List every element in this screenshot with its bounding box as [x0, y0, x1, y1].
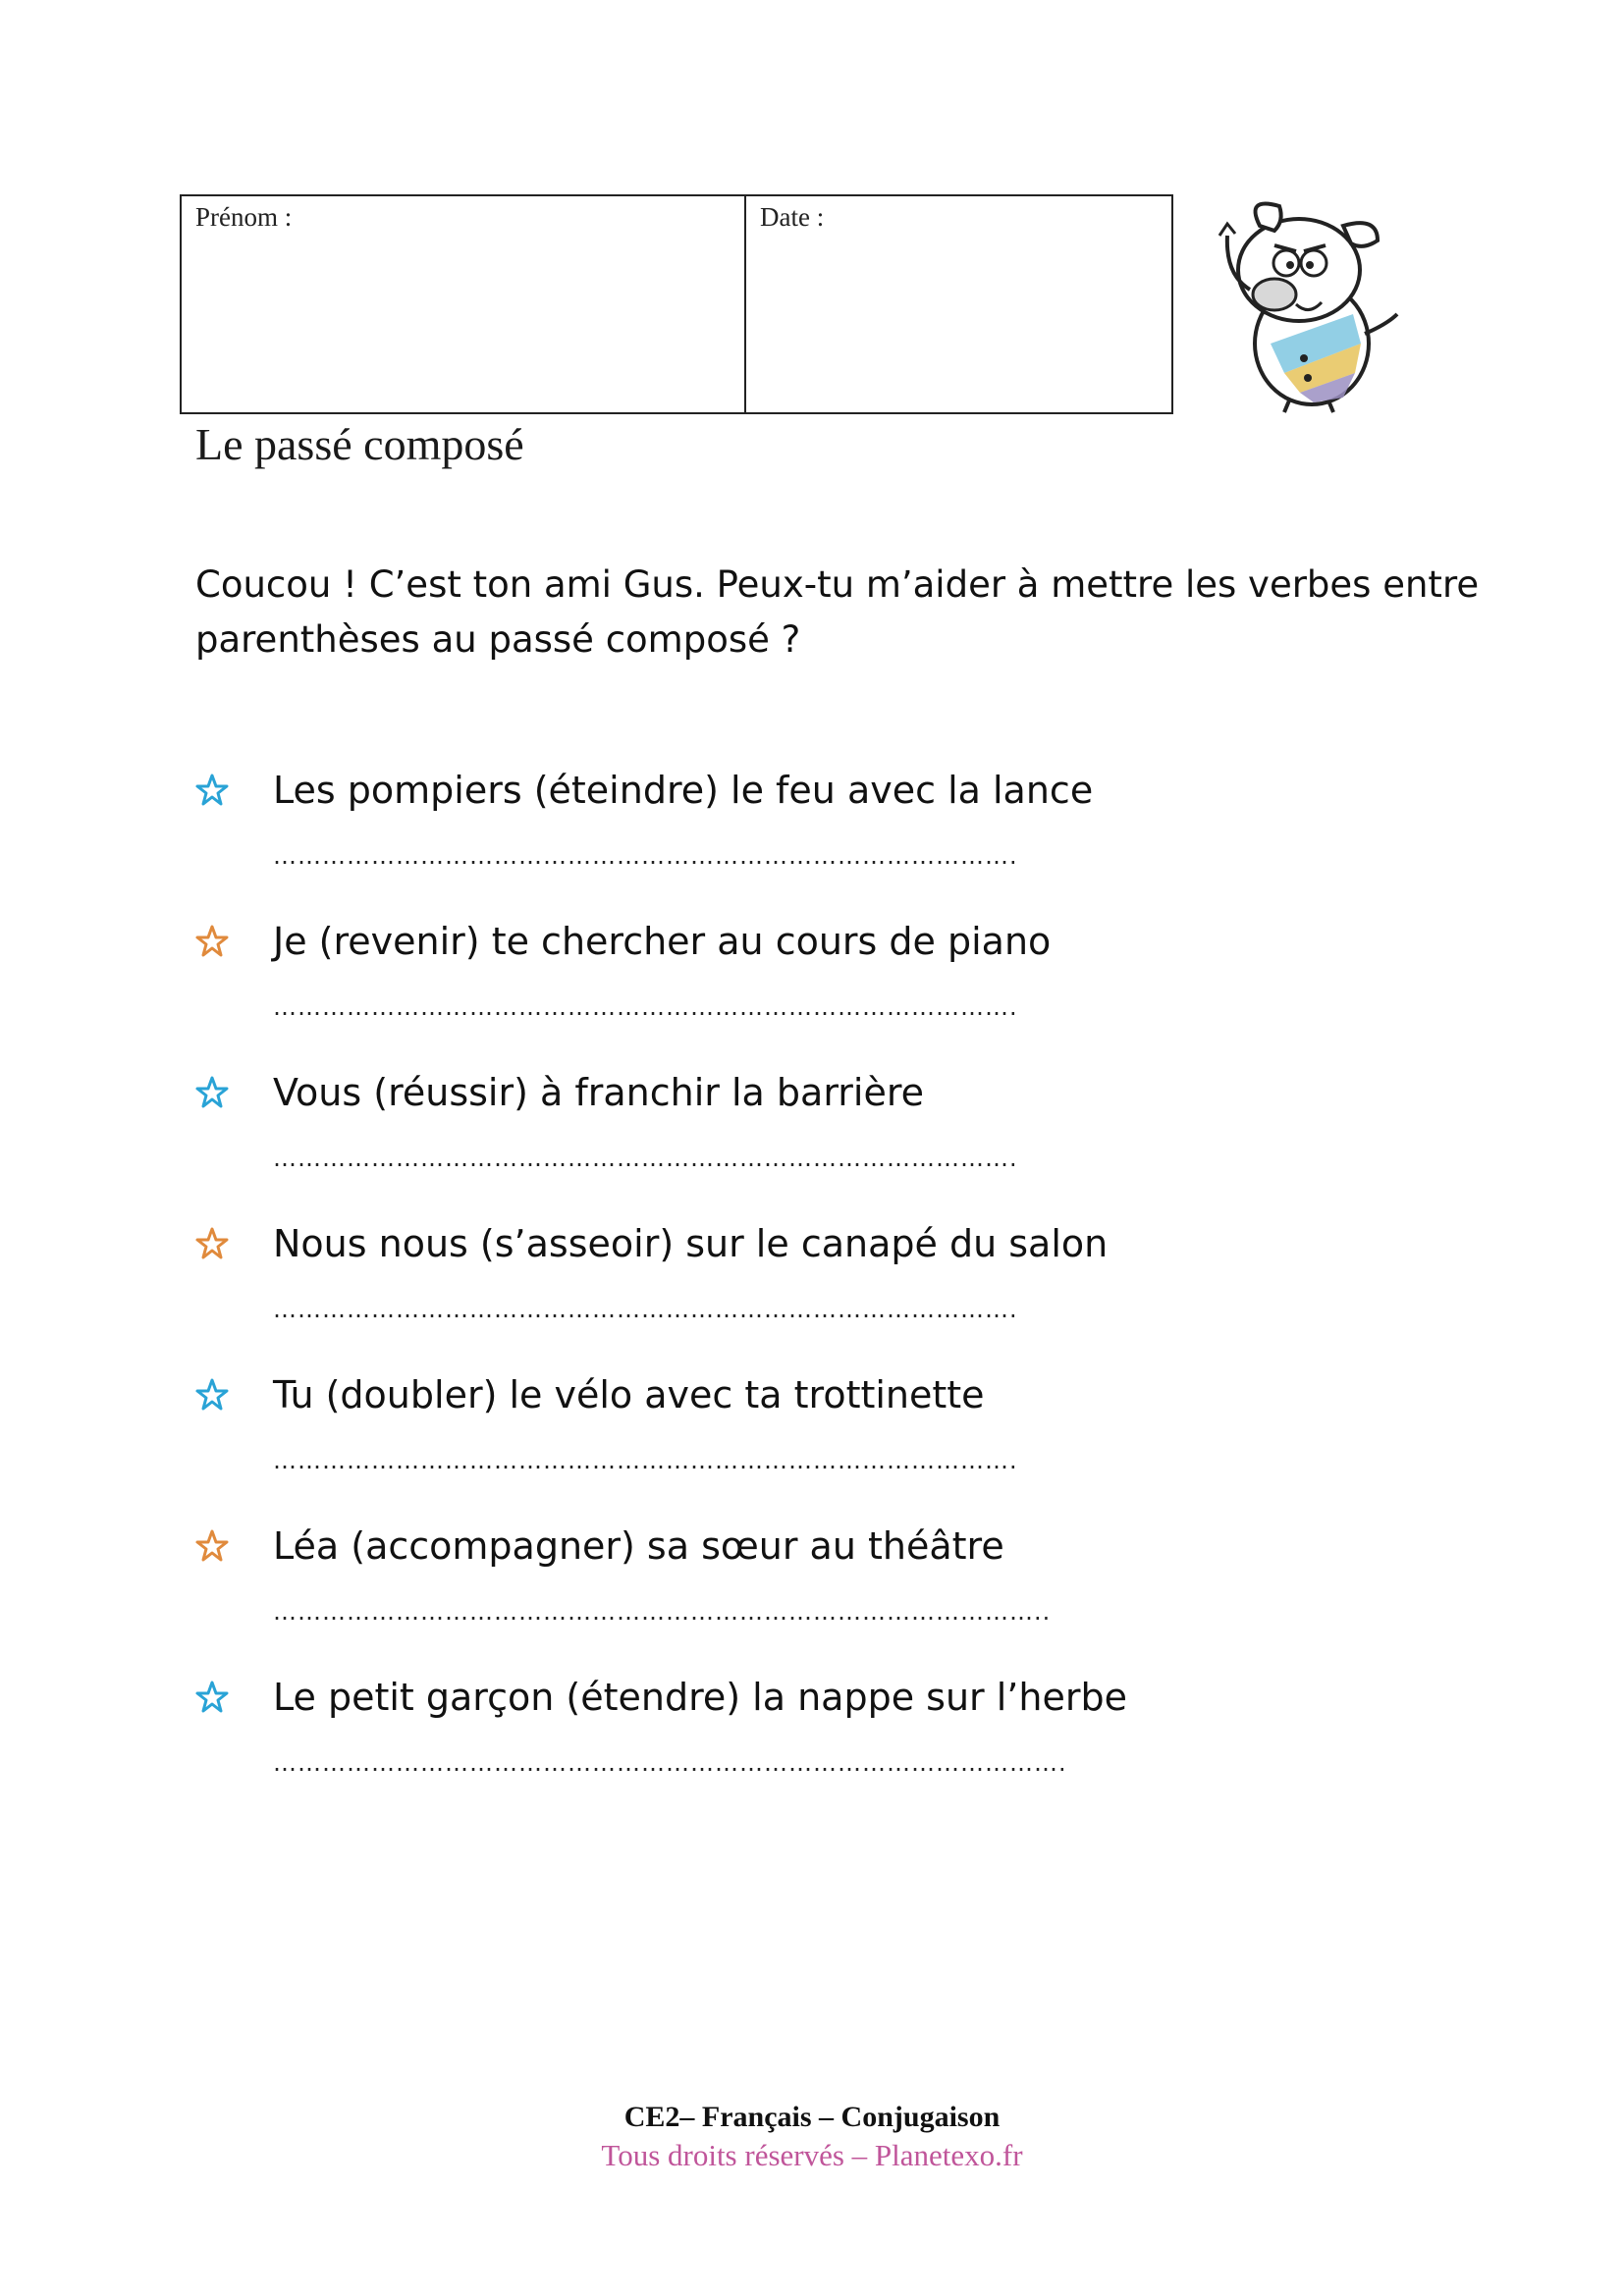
name-date-table	[180, 194, 1173, 414]
exercise-item	[195, 1673, 1472, 1820]
exercise-sentence: Nous nous (s’asseoir) sur le canapé du salon	[273, 1222, 1109, 1265]
star-icon	[195, 1681, 229, 1714]
star-icon	[195, 774, 229, 807]
answer-line[interactable]: …………………………………………………………………………………..	[273, 1598, 1052, 1626]
exercise-sentence: Vous (réussir) à franchir la barrière	[273, 1071, 924, 1114]
footer-copyright: Tous droits réservés – Planetexo.fr	[601, 2138, 1023, 2172]
star-icon	[195, 925, 229, 958]
footer-course: CE2– Français – Conjugaison	[623, 2101, 1001, 2133]
star-icon	[195, 1227, 229, 1260]
star-icon	[195, 1076, 229, 1109]
star-icon	[195, 1378, 229, 1412]
prenom-field[interactable]	[182, 196, 746, 412]
exercise-item	[195, 1370, 1472, 1518]
page-title: Le passé composé	[195, 419, 524, 469]
prenom-label: Prénom :	[195, 202, 293, 232]
gus-mascot-icon	[1206, 196, 1412, 414]
star-icon	[195, 1529, 229, 1563]
answer-line[interactable]: …………………………………………………………………………………….	[273, 1749, 1067, 1777]
date-label: Date :	[760, 202, 825, 232]
exercise-item	[195, 1068, 1472, 1215]
answer-line[interactable]: ……………………………………………………………………………….	[273, 1296, 1018, 1323]
answer-line[interactable]: ……………………………………………………………………………….	[273, 1145, 1018, 1172]
instructions: Coucou ! C’est ton ami Gus. Peux-tu m’aider à mettre les verbes entre parenthèses au passé composé ?	[195, 563, 1480, 661]
exercise-item	[195, 917, 1472, 1064]
exercise-sentence: Les pompiers (éteindre) le feu avec la lance	[273, 769, 1094, 812]
exercise-item	[195, 1219, 1472, 1366]
exercise-sentence: Léa (accompagner) sa sœur au théâtre	[273, 1524, 1004, 1568]
answer-line[interactable]: ……………………………………………………………………………….	[273, 1447, 1018, 1474]
exercise-sentence: Tu (doubler) le vélo avec ta trottinette	[273, 1373, 985, 1416]
exercise-sentence: Le petit garçon (étendre) la nappe sur l’herbe	[273, 1676, 1127, 1719]
exercise-item	[195, 766, 1472, 913]
date-field[interactable]	[746, 196, 1171, 412]
exercise-item	[195, 1522, 1472, 1669]
answer-line[interactable]: ……………………………………………………………………………….	[273, 993, 1018, 1021]
answer-line[interactable]: ……………………………………………………………………………….	[273, 842, 1018, 870]
exercise-sentence: Je (revenir) te chercher au cours de piano	[273, 920, 1052, 963]
